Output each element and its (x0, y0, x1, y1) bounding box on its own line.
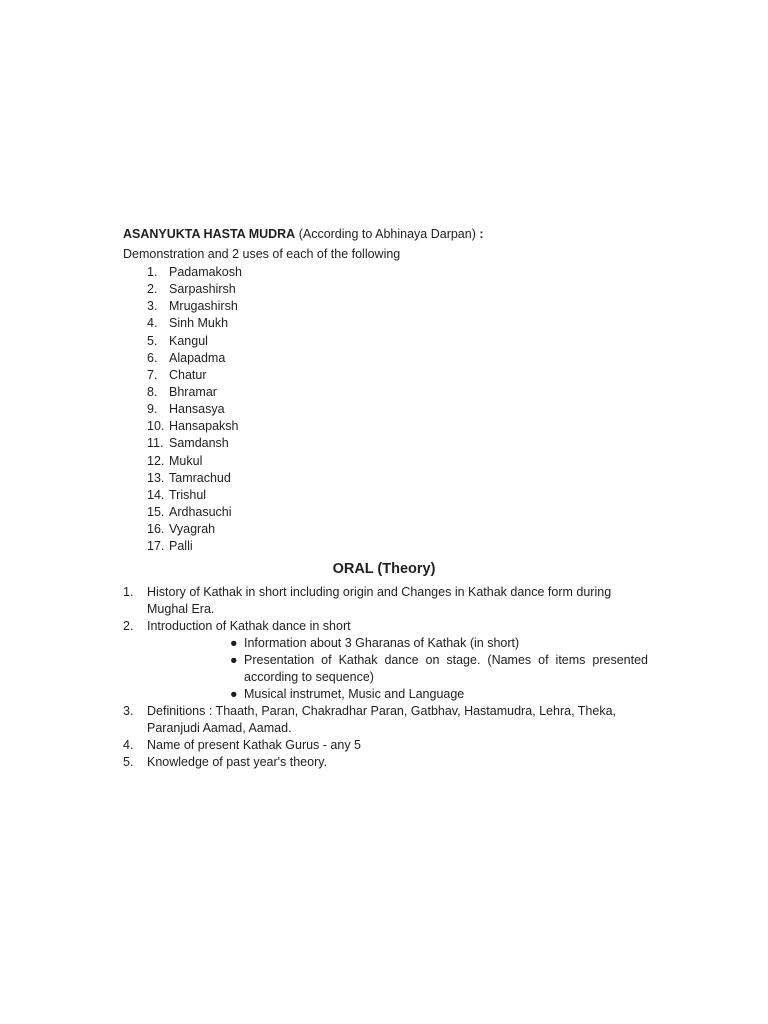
mudra-name: Mrugashirsh (169, 299, 238, 314)
oral-sub-list (147, 635, 648, 703)
mudra-number: 14. (147, 487, 165, 502)
mudra-number: 5. (147, 333, 158, 348)
section-heading (123, 227, 484, 241)
mudra-name: Samdansh (169, 436, 229, 451)
mudra-number: 4. (147, 316, 158, 331)
oral-item (123, 618, 648, 703)
mudra-name: Hansapaksh (169, 419, 239, 434)
mudra-name: Mukul (169, 453, 203, 468)
mudra-item (147, 521, 242, 538)
mudra-number: 6. (147, 350, 158, 365)
mudra-number: 7. (147, 367, 158, 382)
oral-sub-item (230, 652, 648, 686)
mudra-number: 15. (147, 504, 165, 519)
mudra-item (147, 504, 242, 521)
bullet-icon: ● (230, 687, 238, 701)
mudra-item (147, 333, 242, 350)
mudra-item (147, 367, 242, 384)
mudra-item (147, 470, 242, 487)
bullet-icon: ● (230, 636, 238, 650)
oral-sub-item-text: Musical instrumet, Music and Language (244, 687, 465, 701)
mudra-number: 9. (147, 402, 158, 417)
oral-heading: ORAL (Theory) (332, 561, 436, 577)
mudra-number: 11. (147, 436, 164, 451)
mudra-name: Kangul (169, 333, 208, 348)
mudra-name: Palli (169, 539, 193, 554)
mudra-item (147, 418, 242, 435)
mudra-name: Bhramar (169, 384, 217, 399)
mudra-number: 12. (147, 453, 165, 468)
oral-sub-item-text: Information about 3 Gharanas of Kathak (in short) (244, 636, 520, 650)
oral-list (123, 584, 648, 771)
oral-sub-item (230, 635, 648, 652)
mudra-name: Hansasya (169, 402, 225, 417)
mudra-number: 17. (147, 539, 165, 554)
mudra-item (147, 350, 242, 367)
oral-item-number: 5. (123, 755, 134, 769)
bullet-icon: ● (230, 653, 238, 667)
section-heading-subtitle: (According to Abhinaya Darpan) (295, 227, 480, 241)
mudra-number: 3. (147, 299, 158, 314)
mudra-number: 16. (147, 522, 165, 537)
section-heading-colon: : (479, 227, 484, 241)
mudra-item (147, 435, 242, 452)
mudra-number: 1. (147, 265, 158, 279)
mudra-name: Alapadma (169, 350, 226, 365)
oral-item (123, 584, 648, 618)
mudra-item (147, 264, 242, 281)
mudra-number: 10. (147, 419, 165, 434)
mudra-number: 2. (147, 282, 158, 297)
mudra-list (147, 264, 242, 555)
mudra-item (147, 401, 242, 418)
intro-text: Demonstration and 2 uses of each of the following (123, 247, 401, 261)
oral-item (123, 737, 648, 754)
oral-item-text: Introduction of Kathak dance in short (147, 619, 351, 633)
oral-item-text: Name of present Kathak Gurus - any 5 (147, 738, 361, 752)
mudra-name: Sarpashirsh (169, 282, 236, 297)
mudra-item (147, 453, 242, 470)
mudra-name: Padamakosh (169, 265, 242, 279)
mudra-item (147, 487, 242, 504)
oral-item-number: 1. (123, 585, 134, 599)
mudra-item (147, 281, 242, 298)
mudra-name: Ardhasuchi (169, 504, 232, 519)
mudra-number: 13. (147, 470, 165, 485)
mudra-item (147, 384, 242, 401)
oral-item-number: 3. (123, 704, 134, 718)
oral-item-text: Definitions : Thaath, Paran, Chakradhar Paran, Gatbhav, Hastamudra, Lehra, Theka, Paranjudi Aamad, Aamad. (147, 704, 617, 735)
mudra-number: 8. (147, 384, 158, 399)
oral-item (123, 703, 648, 737)
mudra-item (147, 538, 242, 555)
mudra-name: Vyagrah (169, 522, 216, 537)
mudra-item (147, 298, 242, 315)
oral-item-text: History of Kathak in short including origin and Changes in Kathak dance form during Mughal Era. (147, 585, 612, 616)
mudra-item (147, 315, 242, 332)
section-heading-title: ASANYUKTA HASTA MUDRA (123, 227, 296, 241)
oral-item-number: 2. (123, 619, 134, 633)
oral-sub-item-text: Presentation of Kathak dance on stage. (Names of items presented according to sequence) (244, 653, 648, 684)
oral-sub-item (230, 686, 648, 703)
mudra-name: Sinh Mukh (169, 316, 229, 331)
mudra-name: Chatur (169, 367, 207, 382)
mudra-name: Trishul (169, 487, 207, 502)
oral-item-number: 4. (123, 738, 134, 752)
oral-item (123, 754, 648, 771)
oral-item-text: Knowledge of past year's theory. (147, 755, 328, 769)
mudra-name: Tamrachud (169, 470, 231, 485)
